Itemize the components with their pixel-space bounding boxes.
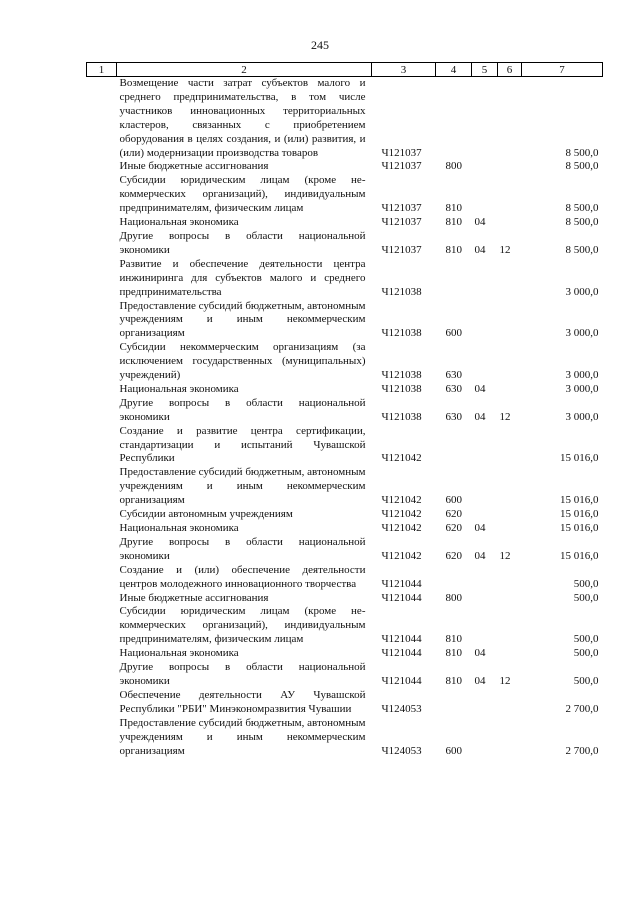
row-section <box>472 592 498 606</box>
row-item-name: Иные бюджетные ассигнования <box>119 160 269 173</box>
row-target-code: Ч121038 <box>381 410 422 423</box>
row-expense-type <box>436 689 472 717</box>
row-col-1 <box>87 522 117 536</box>
row-amount: 500,0 <box>573 577 599 590</box>
row-expense-type: 810 <box>445 647 462 660</box>
row-amount: 3 000,0 <box>565 410 599 423</box>
row-section <box>472 689 498 717</box>
row-item-name: Другие вопросы в области национальной экономики <box>119 661 366 687</box>
row-expense-type: 620 <box>445 549 462 562</box>
row-amount: 15 016,0 <box>560 494 599 507</box>
table-row <box>87 216 603 230</box>
row-subsection <box>498 425 522 467</box>
row-subsection <box>498 689 522 717</box>
row-expense-type: 800 <box>445 160 462 173</box>
row-amount: 15 016,0 <box>560 549 599 562</box>
row-col-1 <box>87 77 117 161</box>
row-amount: 8 500,0 <box>565 160 599 173</box>
row-expense-type: 810 <box>445 633 462 646</box>
row-expense-type: 600 <box>445 327 462 340</box>
row-target-code: Ч121044 <box>381 647 422 660</box>
row-col-1 <box>87 647 117 661</box>
row-target-code: Ч121037 <box>381 216 422 229</box>
row-amount: 3 000,0 <box>565 382 599 395</box>
table-row <box>87 383 603 397</box>
row-subsection <box>498 300 522 342</box>
table-row <box>87 425 603 467</box>
header-col-3: 3 <box>372 63 436 77</box>
row-target-code: Ч121038 <box>381 327 422 340</box>
row-subsection <box>498 522 522 536</box>
row-amount: 3 000,0 <box>565 369 599 382</box>
row-subsection <box>498 564 522 592</box>
row-section <box>472 258 498 300</box>
row-target-code: Ч121044 <box>381 674 422 687</box>
row-subsection: 12 <box>499 549 511 562</box>
row-col-1 <box>87 230 117 258</box>
row-col-1 <box>87 341 117 383</box>
row-expense-type <box>436 564 472 592</box>
row-section <box>472 564 498 592</box>
row-subsection: 12 <box>499 410 511 423</box>
row-amount: 8 500,0 <box>565 202 599 215</box>
row-subsection <box>498 160 522 174</box>
row-amount: 2 700,0 <box>565 744 599 757</box>
row-col-1 <box>87 425 117 467</box>
row-amount: 8 500,0 <box>565 243 599 256</box>
row-target-code: Ч121042 <box>381 508 422 521</box>
row-target-code: Ч121038 <box>381 285 422 298</box>
header-col-4: 4 <box>436 63 472 77</box>
row-col-1 <box>87 466 117 508</box>
row-target-code: Ч121037 <box>381 243 422 256</box>
row-section: 04 <box>474 522 486 534</box>
row-expense-type: 630 <box>445 369 462 382</box>
row-expense-type: 800 <box>445 591 462 604</box>
row-target-code: Ч121042 <box>381 494 422 507</box>
row-amount: 8 500,0 <box>565 146 599 159</box>
row-expense-type: 600 <box>445 494 462 507</box>
row-subsection <box>498 592 522 606</box>
row-item-name: Национальная экономика <box>119 647 239 660</box>
table-row <box>87 592 603 606</box>
row-subsection <box>498 174 522 216</box>
row-section: 04 <box>474 410 486 423</box>
page-number: 245 <box>311 38 329 52</box>
table-row <box>87 397 603 425</box>
row-section <box>472 508 498 522</box>
row-col-1 <box>87 397 117 425</box>
table-body <box>87 77 603 759</box>
row-expense-type: 620 <box>445 508 462 521</box>
row-target-code: Ч121037 <box>381 202 422 215</box>
row-subsection <box>498 466 522 508</box>
row-section <box>472 174 498 216</box>
table-row <box>87 230 603 258</box>
row-item-name: Национальная экономика <box>119 382 239 395</box>
row-col-1 <box>87 605 117 647</box>
row-expense-type: 810 <box>445 243 462 256</box>
row-section <box>472 77 498 161</box>
row-expense-type <box>436 77 472 161</box>
row-amount: 3 000,0 <box>565 285 599 298</box>
row-target-code: Ч124053 <box>381 702 422 715</box>
row-section <box>472 717 498 759</box>
row-item-name: Субсидии юридическим лицам (кроме некоммерческих организаций), индивидуальным предпринимателям, физическим лицам <box>119 605 366 646</box>
row-col-1 <box>87 661 117 689</box>
row-target-code: Ч121037 <box>381 146 422 159</box>
row-item-name: Субсидии некоммерческим организациям (за исключением государственных (муниципальных) учреждений) <box>119 341 366 382</box>
row-section <box>472 425 498 467</box>
row-item-name: Возмещение части затрат субъектов малого и среднего предпринимательства, в том числе участников инновационных территориальных кластеров, связанных с приобретением оборудования в целях создания, и (или) развития, и (или) модернизации производства товаров <box>119 77 366 159</box>
row-item-name: Другие вопросы в области национальной экономики <box>119 535 366 562</box>
row-expense-type: 600 <box>445 744 462 757</box>
row-subsection <box>498 341 522 383</box>
row-amount: 3 000,0 <box>565 327 599 340</box>
row-target-code: Ч121038 <box>381 369 422 382</box>
table-row <box>87 522 603 536</box>
row-item-name: Другие вопросы в области национальной экономики <box>119 229 366 256</box>
row-col-1 <box>87 174 117 216</box>
table-row <box>87 300 603 342</box>
row-amount: 15 016,0 <box>560 508 599 521</box>
row-section: 04 <box>474 243 486 256</box>
row-subsection <box>498 605 522 647</box>
row-section <box>472 466 498 508</box>
row-section <box>472 160 498 174</box>
row-item-name: Национальная экономика <box>119 216 239 229</box>
row-expense-type: 620 <box>445 522 462 534</box>
row-amount: 500,0 <box>573 647 599 660</box>
row-target-code: Ч121042 <box>381 522 422 534</box>
row-col-1 <box>87 216 117 230</box>
row-target-code: Ч121038 <box>381 382 422 395</box>
header-col-6: 6 <box>498 63 522 77</box>
row-section: 04 <box>474 549 486 562</box>
row-expense-type: 630 <box>445 382 462 395</box>
row-amount: 15 016,0 <box>560 452 599 465</box>
row-target-code: Ч121037 <box>381 160 422 173</box>
row-amount: 500,0 <box>573 674 599 687</box>
row-target-code: Ч121044 <box>381 633 422 646</box>
header-row <box>87 63 603 77</box>
row-subsection <box>498 508 522 522</box>
table-row <box>87 717 603 759</box>
row-expense-type <box>436 425 472 467</box>
table-row <box>87 564 603 592</box>
header-col-7: 7 <box>522 63 603 77</box>
row-col-1 <box>87 508 117 522</box>
table-row <box>87 77 603 161</box>
row-item-name: Субсидии юридическим лицам (кроме некоммерческих организаций), индивидуальным предпринимателям, физическим лицам <box>119 174 366 215</box>
table-row <box>87 258 603 300</box>
row-target-code: Ч121044 <box>381 577 422 590</box>
row-amount: 2 700,0 <box>565 702 599 715</box>
row-item-name: Создание и развитие центра сертификации, стандартизации и испытаний Чувашской Республики <box>119 424 366 465</box>
row-amount: 500,0 <box>573 633 599 646</box>
row-subsection <box>498 383 522 397</box>
row-item-name: Обеспечение деятельности АУ Чувашской Республики "РБИ" Минэкономразвития Чувашии <box>119 688 366 715</box>
row-subsection <box>498 258 522 300</box>
table-row <box>87 508 603 522</box>
row-target-code: Ч124053 <box>381 744 422 757</box>
row-item-name: Субсидии автономным учреждениям <box>119 508 293 521</box>
row-expense-type: 810 <box>445 674 462 687</box>
row-target-code: Ч121042 <box>381 452 422 465</box>
row-amount: 15 016,0 <box>560 522 599 534</box>
row-subsection: 12 <box>499 674 511 687</box>
budget-table <box>86 62 603 758</box>
row-item-name: Предоставление субсидий бюджетным, автономным учреждениям и иным некоммерческим организациям <box>119 299 366 340</box>
row-item-name: Развитие и обеспечение деятельности центра инжиниринга для субъектов малого и среднего предпринимательства <box>119 257 366 298</box>
row-subsection <box>498 717 522 759</box>
row-item-name: Предоставление субсидий бюджетным, автономным учреждениям и иным некоммерческим организациям <box>119 716 366 757</box>
row-expense-type <box>436 258 472 300</box>
row-col-1 <box>87 300 117 342</box>
row-item-name: Другие вопросы в области национальной экономики <box>119 396 366 423</box>
table-row <box>87 466 603 508</box>
table-row <box>87 536 603 564</box>
row-section <box>472 605 498 647</box>
table-header <box>87 63 603 77</box>
row-amount: 8 500,0 <box>565 216 599 229</box>
row-target-code: Ч121044 <box>381 591 422 604</box>
row-item-name: Создание и (или) обеспечение деятельности центров молодежного инновационного творчества <box>119 563 366 590</box>
row-expense-type: 630 <box>445 410 462 423</box>
row-col-1 <box>87 717 117 759</box>
header-col-2: 2 <box>117 63 372 77</box>
row-section: 04 <box>474 382 486 395</box>
row-section <box>472 341 498 383</box>
row-col-1 <box>87 536 117 564</box>
row-section: 04 <box>474 647 486 660</box>
row-subsection <box>498 77 522 161</box>
row-section: 04 <box>474 674 486 687</box>
row-expense-type: 810 <box>445 202 462 215</box>
row-col-1 <box>87 689 117 717</box>
row-col-1 <box>87 592 117 606</box>
table-row <box>87 689 603 717</box>
row-item-name: Иные бюджетные ассигнования <box>119 591 269 604</box>
table-row <box>87 661 603 689</box>
row-subsection <box>498 647 522 661</box>
row-col-1 <box>87 258 117 300</box>
row-expense-type: 810 <box>445 216 462 229</box>
row-item-name: Национальная экономика <box>119 522 239 534</box>
table-row <box>87 174 603 216</box>
table-row <box>87 647 603 661</box>
row-section: 04 <box>474 216 486 229</box>
row-col-1 <box>87 160 117 174</box>
row-subsection <box>498 216 522 230</box>
row-col-1 <box>87 383 117 397</box>
row-target-code: Ч121042 <box>381 549 422 562</box>
table-row <box>87 341 603 383</box>
table-row <box>87 605 603 647</box>
row-amount: 500,0 <box>573 591 599 604</box>
table-row <box>87 160 603 174</box>
row-section <box>472 300 498 342</box>
row-item-name: Предоставление субсидий бюджетным, автономным учреждениям и иным некоммерческим организациям <box>119 466 366 507</box>
header-col-1: 1 <box>87 63 117 77</box>
header-col-5: 5 <box>472 63 498 77</box>
row-col-1 <box>87 564 117 592</box>
row-subsection: 12 <box>499 243 511 256</box>
